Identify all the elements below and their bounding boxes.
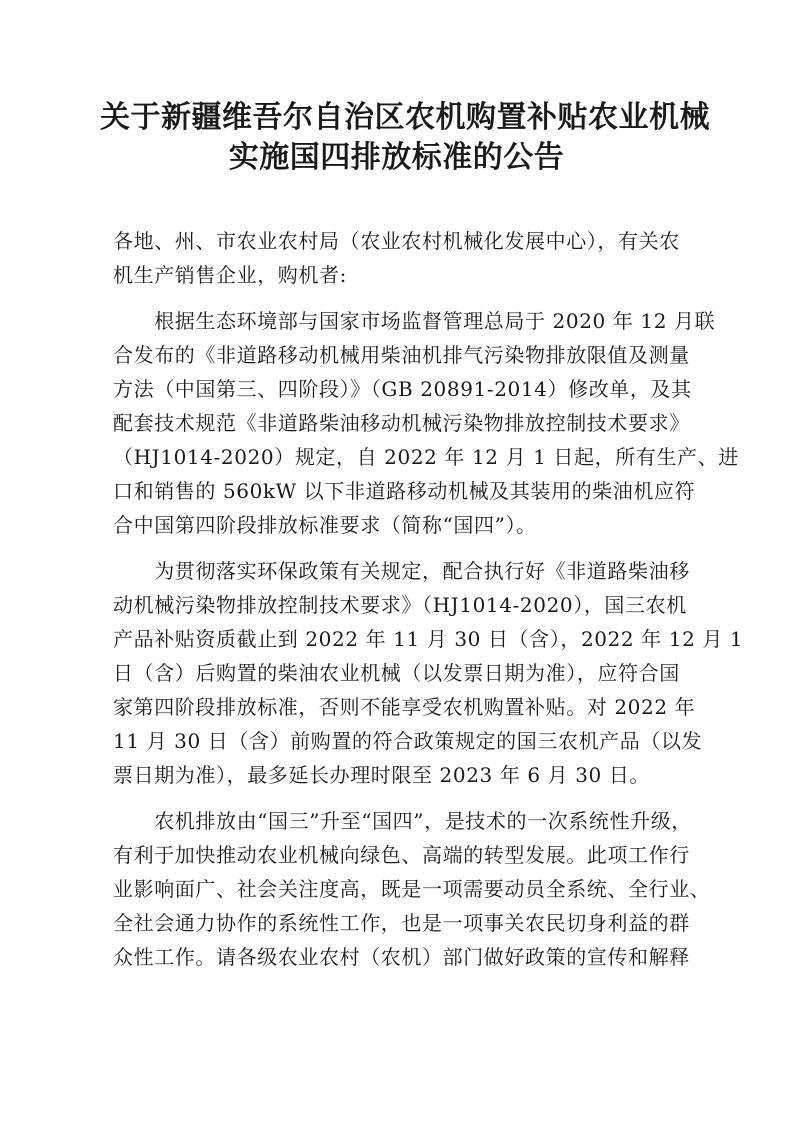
paragraph-regulation-background bbox=[113, 304, 739, 542]
paragraph-salutation bbox=[113, 224, 685, 292]
text-line: 方法（中国第三、四阶段）》（GB 20891-2014）修改单，及其 bbox=[113, 377, 692, 401]
text-line: 农机排放由“国三”升至“国四”，是技术的一次系统性升级， bbox=[113, 809, 692, 833]
text-line: 动机械污染物排放控制技术要求》（HJ1014-2020），国三农机 bbox=[113, 593, 687, 617]
text-line: 根据生态环境部与国家市场监督管理总局于 2020 年 12 月联 bbox=[113, 309, 716, 333]
text-line: 有利于加快推动农业机械向绿色、高端的转型发展。此项工作行 bbox=[113, 843, 690, 867]
text-line: 票日期为准），最多延长办理时限至 2023 年 6 月 30 日。 bbox=[113, 763, 651, 787]
text-line: 全社会通力协作的系统性工作，也是一项事关农民切身利益的群 bbox=[113, 911, 690, 935]
text-line: 合中国第四阶段排放标准要求（简称“国四”）。 bbox=[113, 513, 537, 537]
text-line: 各地、州、市农业农村局（农业农村机械化发展中心），有关农 bbox=[113, 229, 680, 253]
text-line: 配套技术规范《非道路柴油移动机械污染物排放控制技术要求》 bbox=[113, 411, 690, 435]
text-line: 机生产销售企业，购机者: bbox=[113, 263, 347, 287]
text-line: 合发布的《非道路移动机械用柴油机排气污染物排放限值及测量 bbox=[113, 343, 690, 367]
text-line: 口和销售的 560kW 以下非道路移动机械及其装用的柴油机应符 bbox=[113, 479, 696, 503]
document-body bbox=[113, 224, 744, 974]
paragraph-upgrade-significance bbox=[113, 804, 711, 974]
text-line: 产品补贴资质截止到 2022 年 11 月 30 日（含），2022 年 12 月 1 bbox=[113, 627, 744, 651]
title-line-2: 实施国四排放标准的公告 bbox=[228, 140, 565, 175]
text-line: 业影响面广、社会关注度高，既是一项需要动员全系统、全行业、 bbox=[113, 877, 711, 901]
document-title bbox=[100, 98, 710, 178]
title-line-1: 关于新疆维吾尔自治区农机购置补贴农业机械 bbox=[100, 100, 710, 135]
text-line: 家第四阶段排放标准，否则不能享受农机购置补贴。对 2022 年 bbox=[113, 695, 696, 719]
text-line: 为贯彻落实环保政策有关规定，配合执行好《非道路柴油移 bbox=[113, 559, 690, 583]
text-line: 众性工作。请各级农业农村（农机）部门做好政策的宣传和解释 bbox=[113, 945, 690, 969]
text-line: （HJ1014-2020）规定，自 2022 年 12 月 1 日起，所有生产、进 bbox=[113, 445, 739, 469]
text-line: 11 月 30 日（含）前购置的符合政策规定的国三农机产品（以发 bbox=[113, 729, 703, 753]
text-line: 日（含）后购置的柴油农业机械（以发票日期为准），应符合国 bbox=[113, 661, 680, 685]
paragraph-subsidy-policy bbox=[113, 554, 744, 792]
